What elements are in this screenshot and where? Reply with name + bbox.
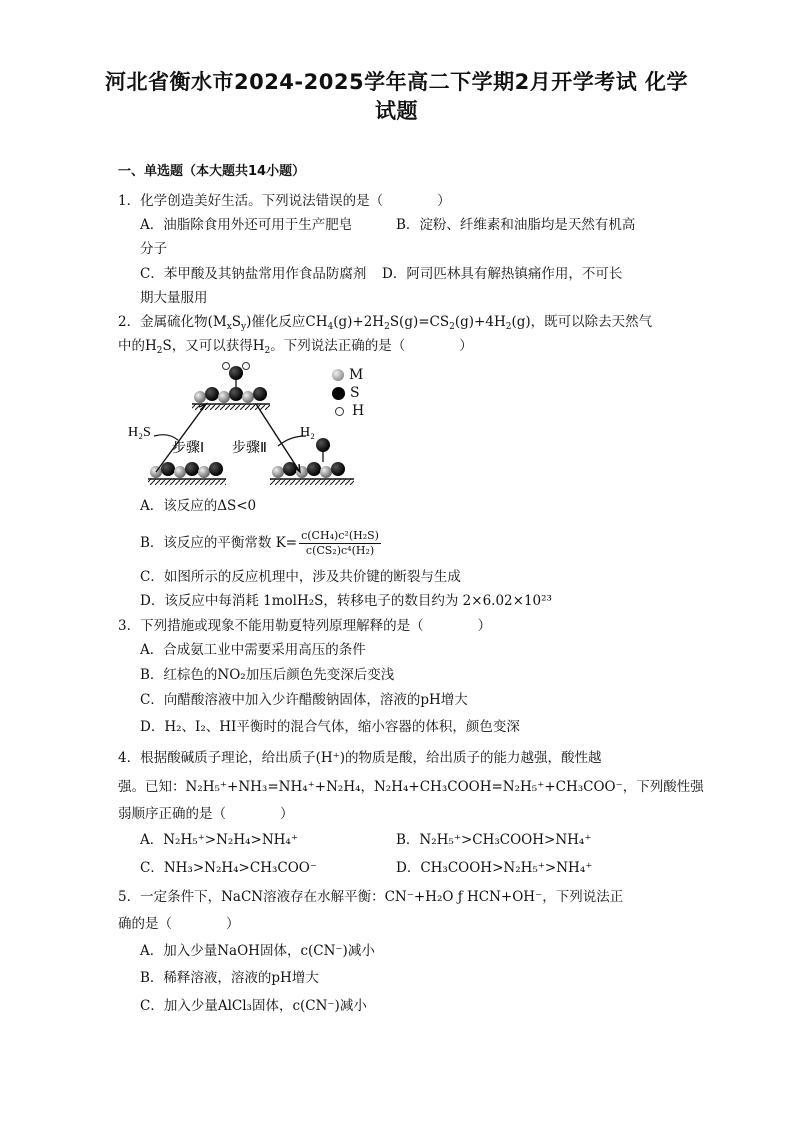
legend-h: H [332, 402, 364, 420]
page-title: 河北省衡水市2024-2025学年高二下学期2月开学考试 化学试题 [104, 70, 689, 123]
q1-option-b-cont: 分子 [140, 241, 167, 257]
q1-option-c: C．苯甲酸及其钠盐常用作食品防腐剂 [140, 266, 367, 282]
q4-option-b: B．N₂H₅⁺>CH₃COOH>NH₄⁺ [396, 832, 592, 848]
q2-option-a: A．该反应的ΔS<0 [140, 498, 257, 514]
q1-option-b: B．淀粉、纤维素和油脂均是天然有机高 [396, 217, 636, 233]
q3-option-c: C．向醋酸溶液中加入少许醋酸钠固体，溶液的pH增大 [140, 692, 468, 708]
q3-stem: 3．下列措施或现象不能用勒夏特列原理解释的是（ ） [118, 618, 492, 634]
q4-option-d: D．CH₃COOH>N₂H₅⁺>NH₄⁺ [396, 860, 593, 876]
q2-option-d: D．该反应中每消耗 1molH₂S，转移电子的数目约为 2×6.02×10²³ [140, 593, 552, 609]
q4-option-c: C．NH₃>N₂H₄>CH₃COO⁻ [140, 860, 317, 876]
q4-stem-cont: 强。已知：N₂H₅⁺+NH₃=NH₄⁺+N₂H₄，N₂H₄+CH₃COOH=N₂H₅⁺+CH₃COO⁻，下列酸性强 [118, 779, 704, 795]
q1-option-d-cont: 期大量服用 [140, 290, 208, 306]
q4-option-a: A．N₂H₅⁺>N₂H₄>NH₄⁺ [140, 832, 298, 848]
step1-label: 步骤Ⅰ [172, 441, 205, 456]
q1-stem: 1．化学创造美好生活。下列说法错误的是（ ） [118, 193, 451, 209]
q5-stem: 5．一定条件下，NaCN溶液存在水解平衡：CN⁻+H₂O ƒ HCN+OH⁻，下列说法正 [118, 889, 624, 905]
q5-option-b: B．稀释溶液，溶液的pH增大 [140, 970, 319, 986]
q1-option-d: D．阿司匹林具有解热镇痛作用，不可长 [382, 266, 623, 282]
q4-stem: 4．根据酸碱质子理论，给出质子(H⁺)的物质是酸，给出质子的能力越强，酸性越 [118, 750, 602, 766]
step2-label: 步骤Ⅱ [232, 441, 267, 456]
q2-option-b: B．该反应的平衡常数 K= $\frac{\text{c(CH₄)c²(H₂S)}}{\text{c(CS₂)c⁴(H₂)}}$ [140, 529, 379, 557]
q3-option-b: B．红棕色的NO₂加压后颜色先变深后变浅 [140, 667, 395, 683]
q3-option-d: D．H₂、I₂、HI平衡时的混合气体，缩小容器的体积，颜色变深 [140, 719, 520, 735]
q1-option-a: A．油脂除食用外还可用于生产肥皂 [140, 217, 353, 233]
diagram-legend [332, 366, 364, 420]
h2-label: H₂ [300, 425, 315, 440]
q3-option-a: A．合成氨工业中需要采用高压的条件 [140, 642, 366, 658]
q4-stem-cont2: 弱顺序正确的是（ ） [118, 806, 294, 822]
q2-option-c: C．如图所示的反应机理中，涉及共价键的断裂与生成 [140, 569, 461, 585]
q2-stem-cont: 中的$H_2S$，又可以获得$H_2$。下列说法正确的是（ ） [118, 338, 473, 356]
q2-stem: 2．金属硫化物$(M_xS_y)$催化反应$CH_4(g)+2H_2S(g)=CS_2(g)+4H_2(g)$，既可以除去天然气 [118, 314, 653, 332]
legend-m: M [332, 366, 364, 384]
section-heading: 一、单选题（本大题共14小题） [118, 164, 306, 179]
legend-s: S [332, 384, 364, 402]
q5-option-a: A．加入少量NaOH固体，c(CN⁻)减小 [140, 943, 375, 959]
top-catalyst-surface [192, 363, 270, 411]
left-catalyst-surface [148, 462, 226, 485]
q5-stem-cont: 确的是（ ） [118, 916, 240, 932]
q5-option-c: C．加入少量AlCl₃固体，c(CN⁻)减小 [140, 998, 367, 1014]
h2s-label: H₂S [128, 425, 151, 440]
